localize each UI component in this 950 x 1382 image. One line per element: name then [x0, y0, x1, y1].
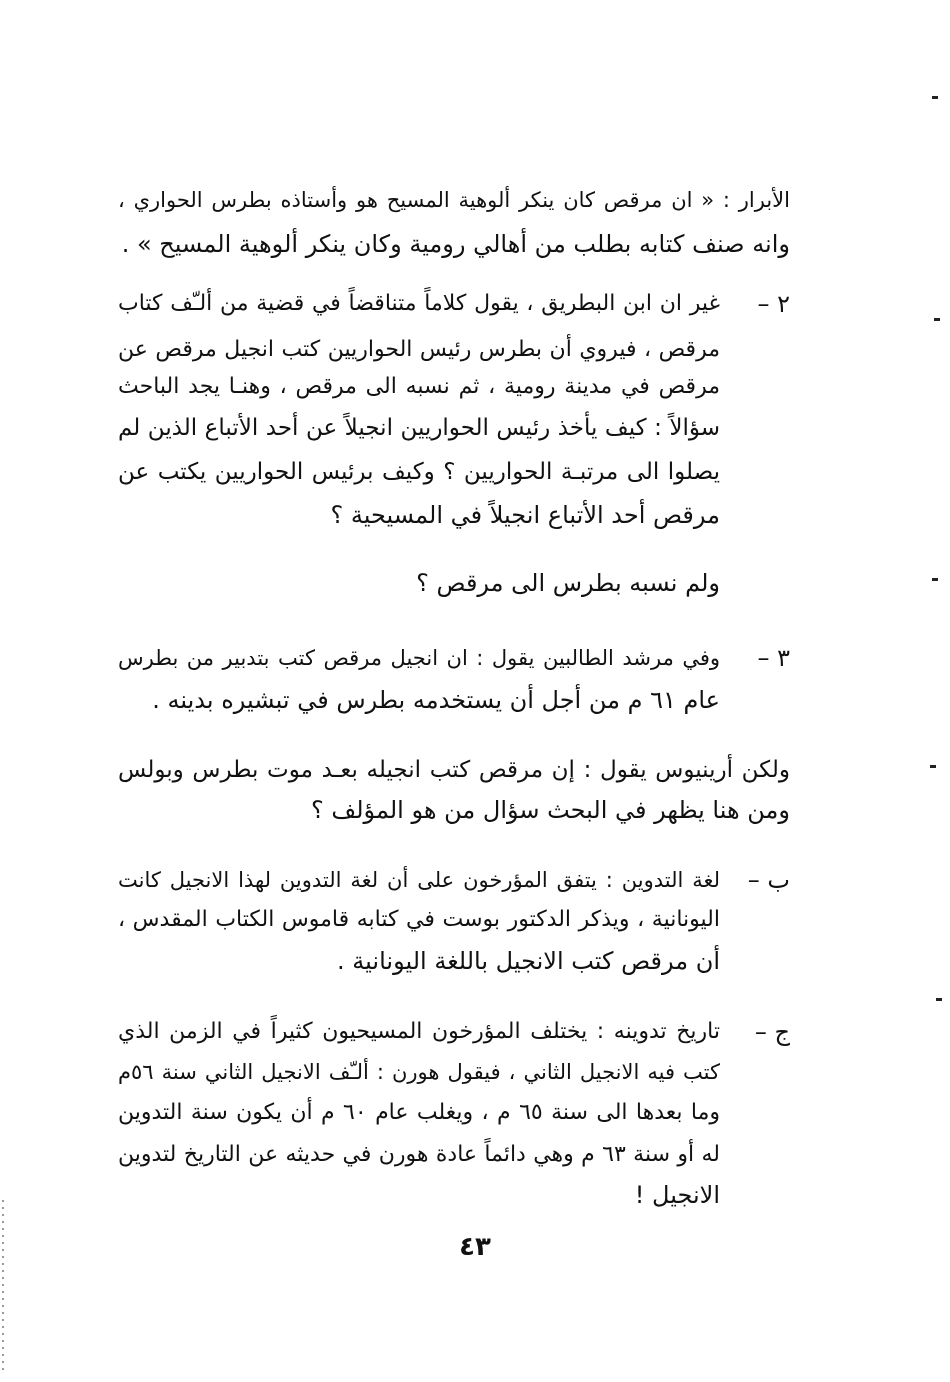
paragraph-line: سؤالاً : كيف يأخذ رئيس الحواريين انجيلاً عن أحد الأتباع الذين لم — [118, 415, 720, 441]
paragraph-line: أن مرقص كتب الانجيل باللغة اليونانية . — [337, 947, 720, 975]
paragraph-line: يصلوا الى مرتبـة الحواريين ؟ وكيف برئيس الحواريين يكتب عن — [118, 459, 720, 485]
paragraph-line: عام ٦١ م من أجل أن يستخدمه بطرس في تبشيره بدينه . — [152, 686, 720, 714]
paragraph-line: غير ان ابن البطريق ، يقول كلاماً متناقضاً في قضية من ألـّف كتاب — [118, 291, 720, 316]
paragraph-line: اليونانية ، ويذكر الدكتور بوست في كتابه قاموس الكتاب المقدس ، — [118, 907, 720, 932]
paragraph-line: كتب فيه الانجيل الثاني ، فيقول هورن : ألـّف الانجيل الثاني سنة ٥٦م — [118, 1060, 720, 1084]
scan-mark — [930, 765, 936, 768]
item-marker: ٣ – — [757, 644, 790, 672]
paragraph-line: مرقص ، فيروي أن بطرس رئيس الحواريين كتب انجيل مرقص عن — [118, 337, 720, 362]
scan-edge — [2, 1200, 4, 1370]
paragraph-line: له أو سنة ٦٣ م وهي دائماً عادة هورن في حديثه عن التاريخ لتدوين — [118, 1142, 720, 1167]
paragraph-line: ولكن أرينيوس يقول : إن مرقص كتب انجيله بعـد موت بطرس وبولس — [118, 757, 790, 783]
page-number: ٤٣ — [459, 1232, 491, 1262]
paragraph-line: مرقص أحد الأتباع انجيلاً في المسيحية ؟ — [330, 501, 720, 529]
paragraph-line: الانجيل ! — [634, 1181, 720, 1209]
item-marker: ب – — [747, 866, 790, 894]
paragraph-line: الأبرار : « ان مرقص كان ينكر ألوهية المسيح هو وأستاذه بطرس الحواري ، — [118, 188, 790, 212]
paragraph-line: مرقص في مدينة رومية ، ثم نسبه الى مرقص ، وهنـا يجد الباحث — [118, 374, 720, 399]
paragraph-line: وانه صنف كتابه بطلب من أهالي رومية وكان ينكر ألوهية المسيح » . — [121, 230, 790, 258]
scan-mark — [936, 998, 942, 1001]
scan-mark — [932, 96, 938, 99]
paragraph-line: وفي مرشد الطالبين يقول : ان انجيل مرقص كتب بتدبير من بطرس — [118, 646, 720, 670]
paragraph-line: ومن هنا يظهر في البحث سؤال من هو المؤلف ؟ — [311, 796, 790, 824]
scan-mark — [932, 578, 938, 581]
paragraph-line: وما بعدها الى سنة ٦٥ م ، ويغلب عام ٦٠ م أن يكون سنة التدوين — [118, 1100, 720, 1125]
item-marker: ج – — [754, 1018, 790, 1046]
paragraph-line: تاريخ تدوينه : يختلف المؤرخون المسيحيون كثيراً في الزمن الذي — [118, 1019, 720, 1044]
scan-mark — [934, 318, 940, 321]
paragraph-line: لغة التدوين : يتفق المؤرخون على أن لغة التدوين لهذا الانجيل كانت — [118, 868, 720, 892]
paragraph-line: ولم نسبه بطرس الى مرقص ؟ — [416, 569, 720, 597]
item-marker: ٢ – — [757, 290, 790, 318]
